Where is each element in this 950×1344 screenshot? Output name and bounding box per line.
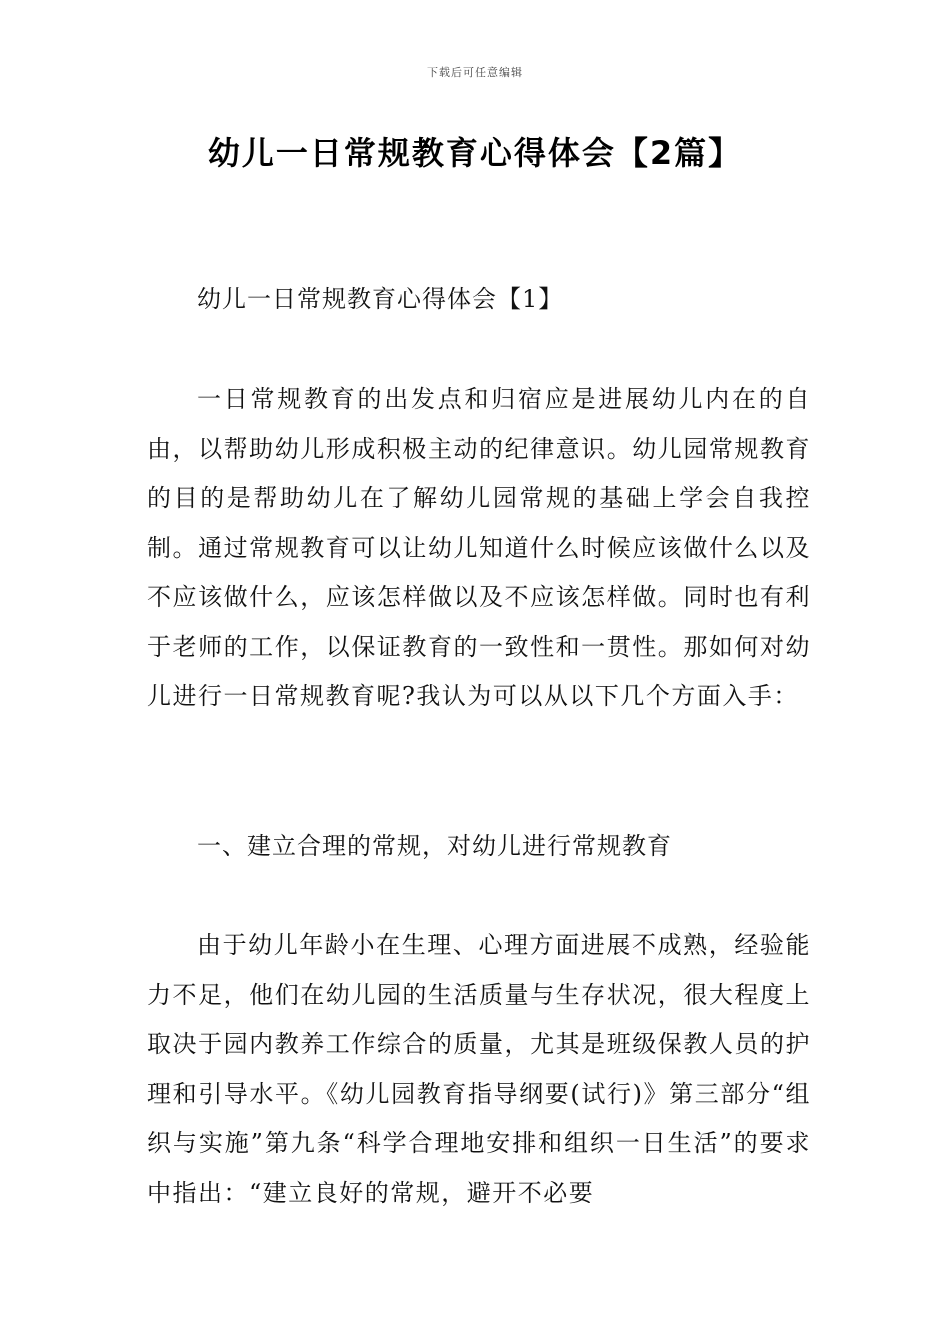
section-title: 幼儿一日常规教育心得体会【1】 bbox=[197, 285, 564, 313]
paragraph-2: 由于幼儿年龄小在生理、心理方面进展不成熟，经验能力不足，他们在幼儿园的生活质量与生存状况，很大程度上取决于园内教养工作综合的质量，尤其是班级保教人员的护理和引导水平。《幼儿园教育指导纲要(试行)》第三部分“组织与实施”第九条“科学合理地安排和组织一日生活”的要求中指出：“建立良好的常规，避开不必要 bbox=[147, 931, 811, 1207]
paragraph-2-block bbox=[147, 921, 811, 1218]
document-title: 幼儿一日常规教育心得体会【2篇】 bbox=[207, 134, 743, 172]
header-note: 下载后可任意编辑 bbox=[427, 66, 523, 79]
heading-1: 一、建立合理的常规，对幼儿进行常规教育 bbox=[197, 832, 672, 860]
paragraph-1-block bbox=[147, 375, 811, 722]
paragraph-1: 一日常规教育的出发点和归宿应是进展幼儿内在的自由，以帮助幼儿形成积极主动的纪律意识。幼儿园常规教育的目的是帮助幼儿在了解幼儿园常规的基础上学会自我控制。通过常规教育可以让幼儿知道什么时候应该做什么以及不应该做什么，应该怎样做以及不应该怎样做。同时也有利于老师的工作，以保证教育的一致性和一贯性。那如何对幼儿进行一日常规教育呢?我认为可以从以下几个方面入手： bbox=[147, 385, 811, 710]
